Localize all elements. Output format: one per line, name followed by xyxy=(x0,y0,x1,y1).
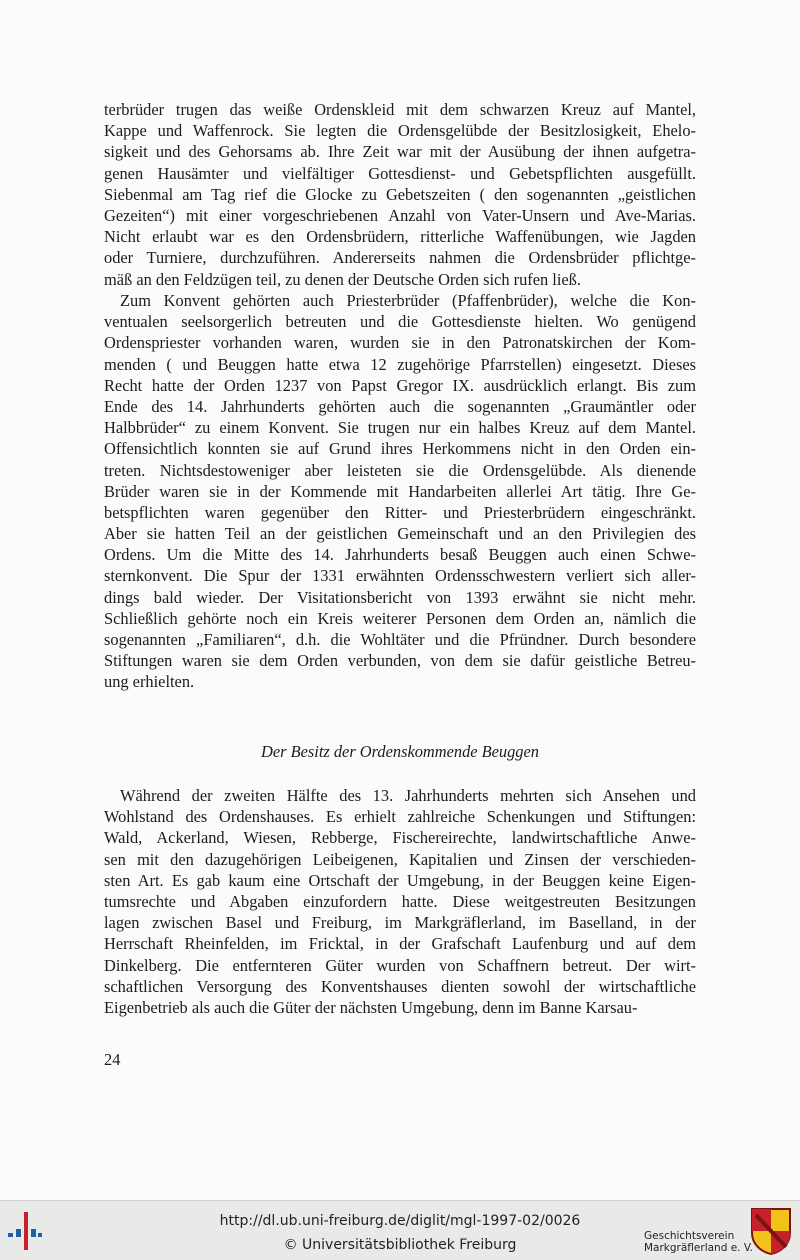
paragraph-1 xyxy=(104,99,696,290)
text-line: sen mit den dazugehörigen Leibeigenen, Kapitalien und Zinsen der verschieden- xyxy=(104,849,696,869)
text-line: sternkonvent. Die Spur der 1331 erwähnten Ordensschwestern verliert sich aller- xyxy=(104,566,696,586)
text-line: menden ( und Beuggen hatte etwa 12 zugehörige Pfarrstellen) eingesetzt. Dieses xyxy=(104,354,696,374)
text-line: Schließlich gehörte noch ein Kreis weiterer Personen dem Orden an, nämlich die xyxy=(104,608,696,628)
paragraph-2 xyxy=(104,290,696,693)
text-line: Recht hatte der Orden 1237 von Papst Gregor IX. ausdrücklich erlangt. Bis zum xyxy=(104,375,696,395)
text-line: Siebenmal am Tag rief die Glocke zu Gebetszeiten ( den sogenannten „geistlichen xyxy=(104,184,696,204)
text-line: Gezeiten“) mit einer vorgeschriebenen Anzahl von Vater-Unsern und Ave-Marias. xyxy=(104,205,696,225)
text-line: Ende des 14. Jahrhunderts gehörten auch die sogenannten „Graumäntler oder xyxy=(104,396,696,416)
text-line: Eigenbetrieb als auch die Güter der nächsten Umgebung, denn im Banne Karsau- xyxy=(104,997,638,1017)
text-line: Zum Konvent gehörten auch Priesterbrüder (Pfaffenbrüder), welche die Kon- xyxy=(120,291,696,310)
text-line: Während der zweiten Hälfte des 13. Jahrhunderts mehrten sich Ansehen und xyxy=(120,786,696,805)
text-line: dings bald wieder. Der Visitationsbericht von 1393 erwähnt sie nicht mehr. xyxy=(104,587,696,607)
text-line: betspflichten waren gegenüber den Ritter- und Priesterbrüdern eingeschränkt. xyxy=(104,502,696,522)
text-line: genen Hausämter und vielfältiger Gottesdienst- und Gebetspflichten ausgefüllt. xyxy=(104,163,696,183)
text-line: Stiftungen waren sie dem Orden verbunden, von dem sie dafür geistliche Betreu- xyxy=(104,651,696,671)
text-line: treten. Nichtsdestoweniger aber leisteten sie die Ordensgelübde. Als dienende xyxy=(104,460,696,480)
text-line: Offensichtlich konnten sie auf Grund ihres Herkommens nicht in den Orden ein- xyxy=(104,439,696,459)
text-line: Kappe und Waffenrock. Sie legten die Ordensgelübde der Besitzlosigkeit, Ehelo- xyxy=(104,121,696,141)
text-line: lagen zwischen Basel und Freiburg, im Markgräflerland, im Baselland, in der xyxy=(104,913,696,933)
text-line: Dinkelberg. Die entfernteren Güter wurden von Schaffnern betreut. Der wirt- xyxy=(104,955,696,975)
text-line: tumsrechte und Abgaben einzufordern hatte. Diese weitgestreuten Besitzungen xyxy=(104,891,696,911)
footer-copyright: © Universitätsbibliothek Freiburg xyxy=(283,1237,517,1253)
text-line: schaftlichen Versorgung des Konventshauses dienten sowohl der wirtschaftliche xyxy=(104,976,696,996)
coat-of-arms-icon xyxy=(750,1207,792,1255)
footer-url-link[interactable]: http://dl.ub.uni-freiburg.de/diglit/mgl-1997-02/0026 xyxy=(219,1213,581,1229)
text-line: Ordenspriester vorhanden waren, wurden sie in den Patronatskirchen der Kom- xyxy=(104,333,696,353)
text-line: sigkeit und des Gehorsams ab. Ihre Zeit war mit der Ausübung der ihnen aufgetra- xyxy=(104,142,696,162)
text-line: Wohlstand des Ordenshauses. Es erhielt zahlreiche Schenkungen und Stiftungen: xyxy=(104,807,696,827)
text-line: Ordens. Um die Mitte des 14. Jahrhunderts besaß Beuggen auch einen Schwe- xyxy=(104,545,696,565)
text-line: oder Turniere, durchzuführen. Andererseits nahmen die Ordensbrüder pflichtge- xyxy=(104,248,696,268)
section-heading: Der Besitz der Ordenskommende Beuggen xyxy=(261,742,539,761)
text-line: Wald, Ackerland, Wiesen, Rebberge, Fischereirechte, landwirtschaftliche Anwe- xyxy=(104,828,696,848)
footer-bar xyxy=(0,1200,800,1260)
text-line: ventualen seelsorgerlich betreuten und die Gottesdienste hielten. Wo genügend xyxy=(104,312,696,332)
text-line: mäß an den Feldzügen teil, zu denen der Deutsche Orden sich rufen ließ. xyxy=(104,269,581,289)
text-line: ung erhielten. xyxy=(104,672,195,692)
society-name-line-2: Markgräflerland e. V. xyxy=(644,1242,754,1254)
text-line: terbrüder trugen das weiße Ordenskleid mit dem schwarzen Kreuz auf Mantel, xyxy=(104,100,696,119)
page-number: 24 xyxy=(104,1050,121,1069)
text-line: Herrschaft Rheinfelden, im Fricktal, in der Grafschaft Laufenburg und auf dem xyxy=(104,934,696,954)
text-line: sten Art. Es gab kaum eine Ortschaft der Umgebung, in der Beuggen keine Eigen- xyxy=(104,870,696,890)
text-line: Nicht erlaubt war es den Ordensbrüdern, ritterliche Waffenübungen, wie Jagden xyxy=(104,227,696,247)
text-line: sogenannten „Familiaren“, d.h. die Wohltäter und die Pfründner. Durch besondere xyxy=(104,630,696,649)
text-line: Aber sie hatten Teil an der geistlichen Gemeinschaft und an den Privilegien des xyxy=(104,524,696,544)
paragraph-3 xyxy=(104,785,696,1018)
society-name-line-1: Geschichtsverein xyxy=(644,1230,735,1242)
text-line: Brüder waren sie in der Kommende mit Handarbeiten allerlei Art tätig. Ihre Ge- xyxy=(104,481,696,501)
text-line: Halbbrüder“ zu einem Konvent. Sie trugen nur ein halbes Kreuz auf dem Mantel. xyxy=(104,418,696,438)
society-name xyxy=(644,1230,753,1254)
